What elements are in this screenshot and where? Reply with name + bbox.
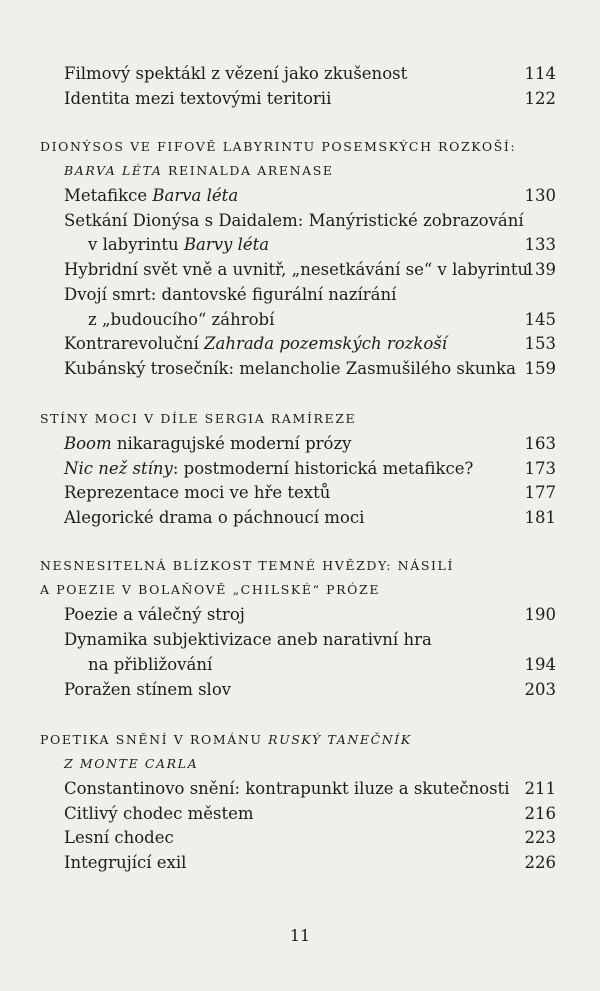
entry-title-text: : postmoderní historická metafikce? bbox=[172, 459, 474, 478]
toc-entry bbox=[64, 184, 556, 208]
toc-entry-continuation bbox=[88, 653, 556, 677]
entry-title: Identita mezi textovými teritorii bbox=[64, 89, 332, 108]
entry-title: z „budoucího“ záhrobí bbox=[88, 310, 275, 329]
toc-entry bbox=[64, 826, 556, 850]
toc-entry bbox=[64, 777, 556, 801]
entry-title-italic: Nic než stíny bbox=[64, 459, 173, 478]
entry-title bbox=[64, 432, 351, 456]
entry-title-text: Kontrarevoluční bbox=[64, 334, 205, 353]
section-heading-italic: Z MONTE CARLA bbox=[64, 756, 199, 771]
entry-title bbox=[88, 233, 269, 257]
toc-entry-continuation bbox=[88, 308, 556, 332]
section-heading-italic: BARVA LÉTA bbox=[64, 163, 163, 178]
entry-page: 211 bbox=[524, 779, 556, 798]
entry-title-italic: Barva léta bbox=[152, 186, 239, 205]
entry-title-text: Metafikce bbox=[64, 186, 153, 205]
entry-title: Citlivý chodec městem bbox=[64, 804, 254, 823]
entry-title: Poezie a válečný stroj bbox=[64, 605, 245, 624]
toc-entry bbox=[64, 628, 556, 652]
entry-page: 216 bbox=[524, 804, 556, 823]
entry-title: Kubánský trosečník: melancholie Zasmušilého skunka bbox=[64, 359, 516, 378]
toc-entry bbox=[64, 62, 556, 86]
section-heading-line2 bbox=[64, 753, 198, 775]
toc-entry bbox=[64, 283, 556, 307]
entry-title: Dynamika subjektivizace aneb narativní hra bbox=[64, 630, 432, 649]
toc-entry bbox=[64, 87, 556, 111]
entry-title: na přibližování bbox=[88, 655, 213, 674]
entry-title: Reprezentace moci ve hře textů bbox=[64, 483, 331, 502]
entry-title bbox=[64, 457, 473, 481]
entry-page: 163 bbox=[524, 434, 556, 453]
toc-entry-continuation bbox=[88, 233, 556, 257]
entry-title: Hybridní svět vně a uvnitř, „nesetkávání se“ v labyrintu bbox=[64, 260, 529, 279]
entry-page: 226 bbox=[524, 853, 556, 872]
section-heading-italic: RUSKÝ TANEČNÍK bbox=[268, 732, 412, 747]
entry-page: 223 bbox=[524, 828, 556, 847]
entry-title bbox=[64, 332, 447, 356]
entry-page: 177 bbox=[524, 483, 556, 502]
entry-page: 159 bbox=[524, 359, 556, 378]
entry-page: 190 bbox=[524, 605, 556, 624]
section-heading: STÍNY MOCI V DÍLE SERGIA RAMÍREZE bbox=[40, 411, 357, 426]
section-heading-rest: REINALDA ARENASE bbox=[162, 163, 334, 178]
entry-page: 130 bbox=[524, 186, 556, 205]
entry-page: 139 bbox=[524, 260, 556, 279]
toc-entry bbox=[64, 357, 556, 381]
toc-entry bbox=[64, 258, 556, 282]
toc-entry bbox=[64, 851, 556, 875]
entry-title: Poražen stínem slov bbox=[64, 680, 232, 699]
section-heading: DIONÝSOS VE FIFOVĚ LABYRINTU POSEMSKÝCH ROZKOŠÍ: bbox=[40, 139, 517, 154]
section-heading bbox=[40, 729, 412, 751]
toc-entry bbox=[64, 802, 556, 826]
toc-entry bbox=[64, 457, 556, 481]
entry-title: Setkání Dionýsa s Daidalem: Manýristické zobrazování bbox=[64, 211, 524, 230]
entry-page: 203 bbox=[524, 680, 556, 699]
entry-page: 114 bbox=[524, 64, 556, 83]
entry-page: 122 bbox=[524, 89, 556, 108]
toc-entry bbox=[64, 603, 556, 627]
toc-entry bbox=[64, 332, 556, 356]
entry-page: 133 bbox=[524, 235, 556, 254]
entry-page: 153 bbox=[524, 334, 556, 353]
entry-title: Dvojí smrt: dantovské figurální nazírání bbox=[64, 285, 397, 304]
entry-title-italic: Zahrada pozemských rozkoší bbox=[204, 334, 448, 353]
entry-title: Integrující exil bbox=[64, 853, 187, 872]
entry-title-italic: Boom bbox=[64, 434, 112, 453]
entry-title-italic: Barvy léta bbox=[183, 235, 270, 254]
section-heading-text: POETIKA SNĚNÍ V ROMÁNU bbox=[40, 732, 269, 747]
entry-title bbox=[64, 184, 238, 208]
entry-page: 181 bbox=[524, 508, 556, 527]
section-heading-line2: A POEZIE V BOLAŇOVĚ „CHILSKÉ“ PRÓZE bbox=[40, 582, 381, 597]
page-number: 11 bbox=[289, 926, 311, 945]
entry-page: 173 bbox=[524, 459, 556, 478]
entry-title: Constantinovo snění: kontrapunkt iluze a skutečnosti bbox=[64, 779, 510, 798]
section-heading-line2 bbox=[64, 160, 334, 182]
toc-entry bbox=[64, 506, 556, 530]
entry-page: 194 bbox=[524, 655, 556, 674]
entry-page: 145 bbox=[524, 310, 556, 329]
section-heading: NESNESITELNÁ BLÍZKOST TEMNÉ HVĚZDY: NÁSILÍ bbox=[40, 558, 454, 573]
toc-entry bbox=[64, 209, 556, 233]
entry-title: Filmový spektákl z vězení jako zkušenost bbox=[64, 64, 408, 83]
entry-title: Alegorické drama o páchnoucí moci bbox=[64, 508, 365, 527]
toc-entry bbox=[64, 432, 556, 456]
entry-title-text: v labyrintu bbox=[88, 235, 184, 254]
entry-title: Lesní chodec bbox=[64, 828, 174, 847]
toc-entry bbox=[64, 481, 556, 505]
toc-entry bbox=[64, 678, 556, 702]
entry-title-text: nikaragujské moderní prózy bbox=[111, 434, 352, 453]
